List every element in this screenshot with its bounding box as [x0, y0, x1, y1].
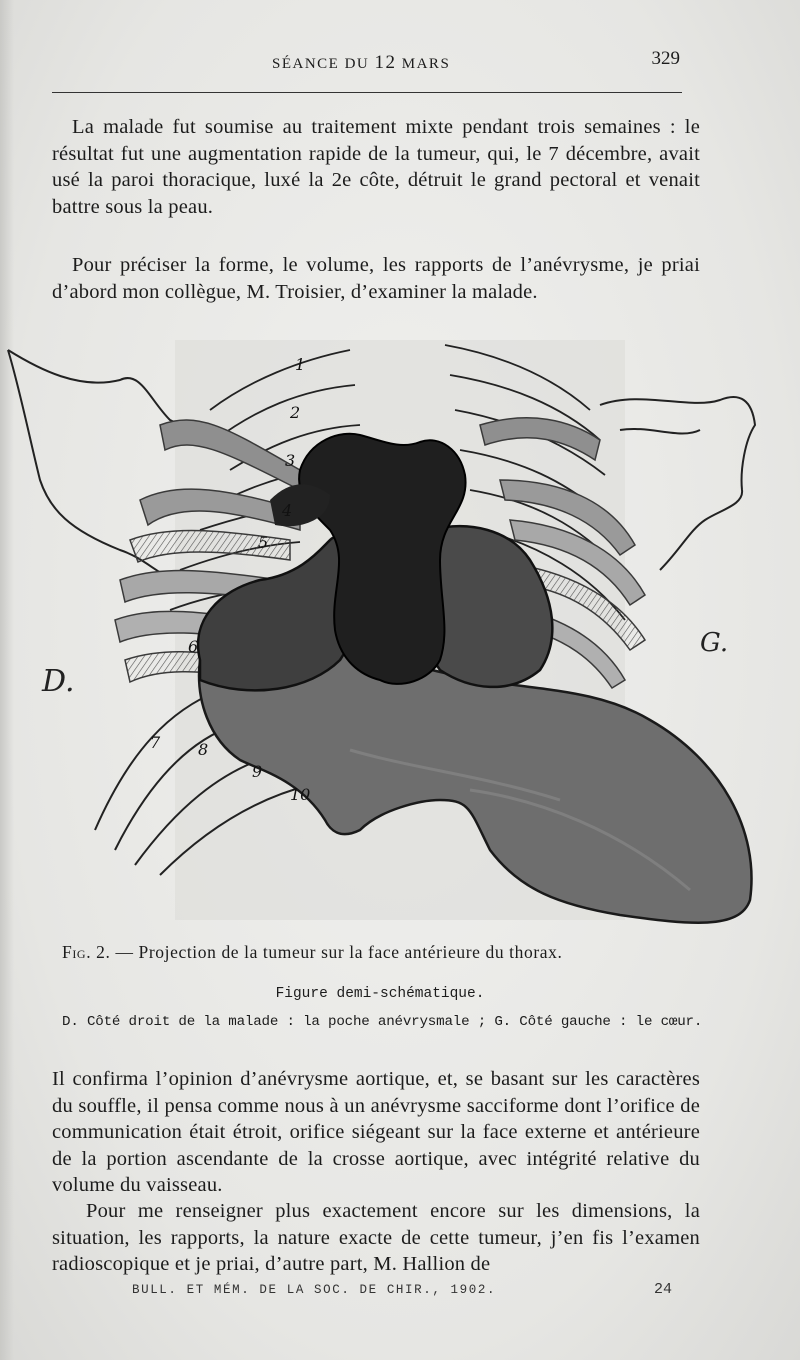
paragraph-confirmation: Il confirma l’opinion d’anévrysme aortique, et, se basant sur les caractères du souffle, il pensa comme nous à un anévrysme sacciforme dont l’orifice de communication était étroit, orifice siégeant sur la face externe et antérieure de la portion ascendante de la crosse aortique, avec intégrité relative du volume du vaisseau.	[52, 1068, 700, 1196]
running-title: SÉANCE DU 12 MARS	[272, 52, 451, 73]
right-shoulder-outline	[8, 350, 200, 427]
svg-text:9: 9	[252, 762, 263, 781]
svg-text:4: 4	[282, 501, 293, 520]
journal-reference: BULL. ET MÉM. DE LA SOC. DE CHIR., 1902.	[132, 1283, 497, 1297]
svg-text:6: 6	[188, 637, 199, 656]
svg-text:2: 2	[290, 403, 301, 422]
thorax-projection-illustration	[0, 330, 800, 940]
svg-text:1: 1	[295, 355, 306, 374]
figure-caption	[62, 942, 702, 963]
paragraph-examination: Pour préciser la forme, le volume, les rapports de l’anévrysme, je priai d’abord mon collègue, M. Troisier, d’examiner la malade.	[52, 254, 700, 303]
svg-text:7: 7	[150, 733, 161, 752]
right-side-letter: D.	[42, 664, 75, 699]
svg-text:5: 5	[258, 533, 269, 552]
figure-caption-text: — Projection de la tumeur sur la face antérieure du thorax.	[110, 942, 563, 962]
svg-text:8: 8	[198, 740, 209, 759]
figure-label: Fig. 2.	[62, 942, 111, 962]
left-side-letter: G.	[700, 628, 729, 658]
paragraph-radioscopy: Pour me renseigner plus exactement encore sur les dimensions, la situation, les rapports, la nature exacte de cette tumeur, j’en fis l’examen radioscopique et je priai, d’autre part, M. Hallion de	[52, 1200, 700, 1275]
svg-text:10: 10	[290, 785, 311, 804]
thorax-figure	[0, 330, 800, 940]
running-header	[52, 46, 684, 76]
figure-legend: D. Côté droit de la malade : la poche anévrysmale ; G. Côté gauche : le cœur.	[62, 1014, 703, 1030]
page-footer	[132, 1283, 672, 1297]
signature-mark: 24	[653, 1281, 672, 1298]
paragraph-treatment: La malade fut soumise au traitement mixte pendant trois semaines : le résultat fut une augmentation rapide de la tumeur, qui, le 7 décembre, avait usé la paroi thoracique, luxé la 2e côte, détruit le grand pectoral et venait battre sous la peau.	[52, 116, 700, 218]
svg-text:3: 3	[285, 451, 296, 470]
page-number: 329	[651, 48, 680, 69]
figure-subcaption: Figure demi-schématique.	[275, 986, 485, 1002]
left-clavicle-outline	[620, 429, 700, 434]
header-rule	[52, 92, 682, 93]
